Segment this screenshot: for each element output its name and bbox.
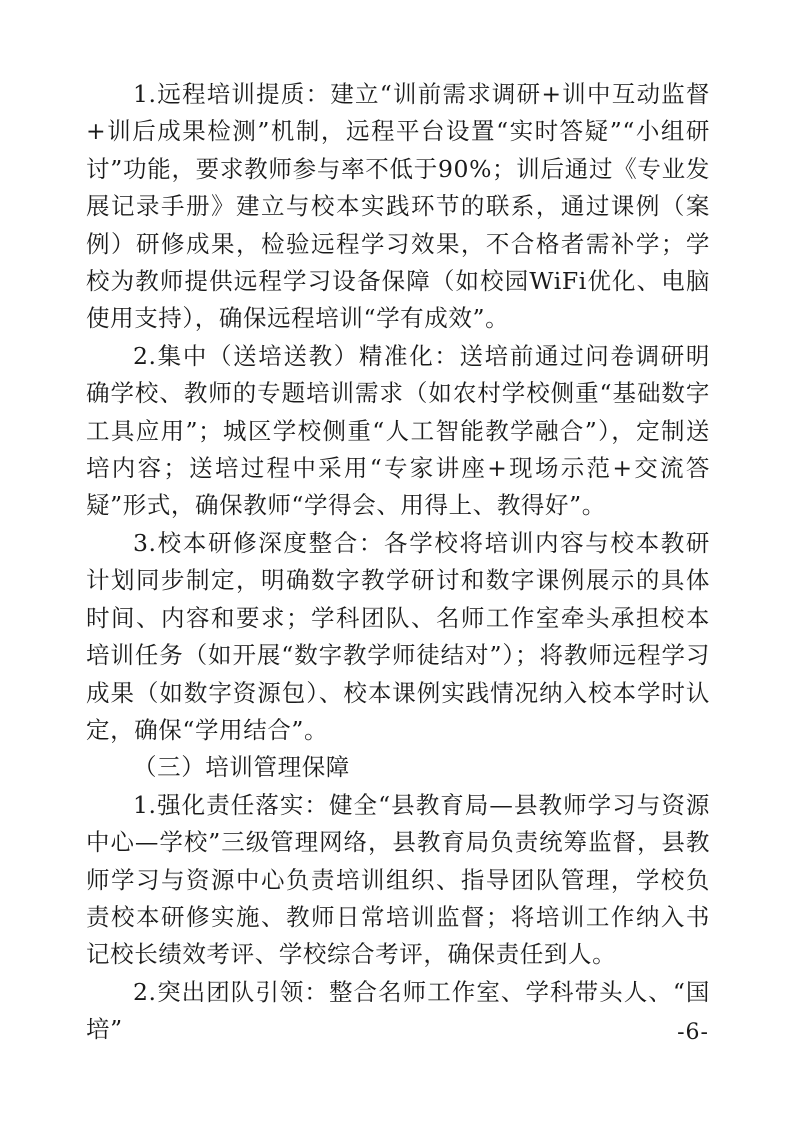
paragraph-responsibility: 1.强化责任落实：健全“县教育局—县教师学习与资源中心—学校”三级管理网络，县教育局负责统筹监督，县教师学习与资源中心负责培训组织、指导团队管理，学校负责校本研修实施、教师日常培训监督；将培训工作纳入书记校长绩效考评、学校综合考评，确保责任到人。 (86, 790, 710, 969)
section-heading: （三）培训管理保障 (133, 753, 350, 782)
page-number: -6- (677, 1020, 709, 1045)
paragraph-remote-training: 1.远程培训提质：建立“训前需求调研+训中互动监督+训后成果检测”机制，远程平台设置“实时答疑”“小组研讨”功能，要求教师参与率不低于90%；训后通过《专业发展记录手册》建立与校本实践环节的联系，通过课例（案例）研修成果，检验远程学习效果，不合格者需补学；学校为教师提供远程学习设备保障（如校园WiFi优化、电脑使用支持），确保远程培训“学有成效”。 (86, 80, 710, 333)
paragraph-centralized-training: 2.集中（送培送教）精准化：送培前通过问卷调研明确学校、教师的专题培训需求（如农村学校侧重“基础数字工具应用”；城区学校侧重“人工智能教学融合”），定制送培内容；送培过程中采用“专家讲座+现场示范+交流答疑”形式，确保教师“学得会、用得上、教得好”。 (86, 341, 710, 520)
paragraph-team-leadership: 2.突出团队引领：整合名师工作室、学科带头人、“国培” (86, 977, 710, 1044)
document-body (86, 76, 710, 1049)
paragraph-school-based-research: 3.校本研修深度整合：各学校将培训内容与校本教研计划同步制定，明确数字教学研讨和数字课例展示的具体时间、内容和要求；学科团队、名师工作室牵头承担校本培训任务（如开展“数字教学师徒结对”）；将教师远程学习成果（如数字资源包）、校本课例实践情况纳入校本学时认定，确保“学用结合”。 (86, 528, 710, 744)
